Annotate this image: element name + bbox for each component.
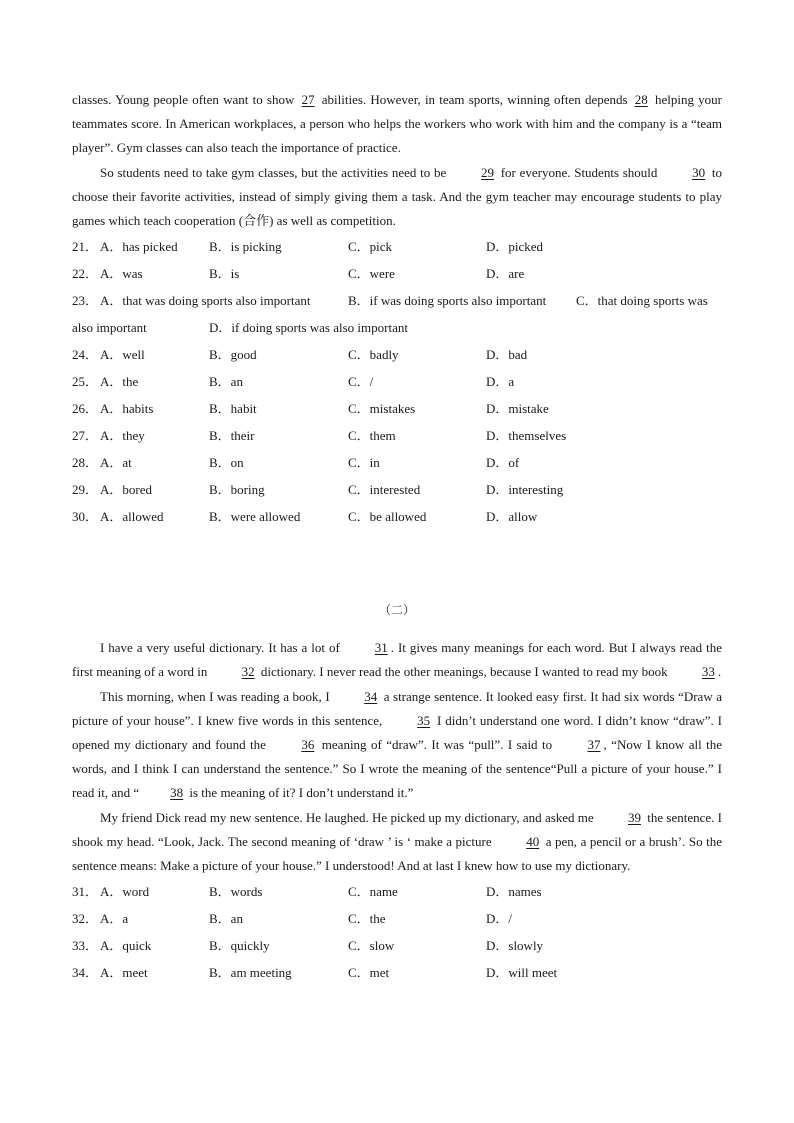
questions-21-30 <box>72 233 722 530</box>
text: . <box>717 664 722 680</box>
option-a: A．has picked <box>100 239 178 255</box>
question-number: 21． <box>72 239 99 255</box>
option-d: D．allow <box>486 509 538 525</box>
option-c: C．in <box>348 455 380 471</box>
text: helping your teammates score. In American workplaces, a person who helps the workers who work with him and the company is a “team player”. Gym classes can also teach the importance of practice. <box>72 92 722 156</box>
blank-38: 38 <box>170 785 184 801</box>
question-row <box>72 395 722 422</box>
text: This morning, when I was reading a book, I <box>100 688 334 704</box>
option-c: C．met <box>348 965 390 981</box>
text: I have a very useful dictionary. It has a lot of <box>100 640 344 656</box>
question-number: 26． <box>72 401 99 417</box>
passage1-paragraph1 <box>72 88 722 161</box>
text: is the meaning of it? I don’t understand it.” <box>186 785 414 801</box>
option-d: D．will meet <box>486 965 558 981</box>
text: . It gives many meanings for each word. But I always read the first meaning of a word in <box>72 640 723 680</box>
question-row <box>72 368 722 395</box>
question-row <box>72 878 722 905</box>
text: a strange sentence. It looked easy first. It had six words “Draw a picture of your house”. I knew five words in this sentence, <box>72 688 723 728</box>
option-a: A．well <box>100 347 145 363</box>
question-number: 25． <box>72 374 99 390</box>
option-b: B．quickly <box>209 938 270 954</box>
option-d: D．slowly <box>486 938 544 954</box>
question-23 <box>72 287 722 341</box>
option-d: D．mistake <box>486 401 549 417</box>
blank-28: 28 <box>634 92 648 107</box>
option-d: D．/ <box>486 911 513 927</box>
option-a: A．they <box>100 428 145 444</box>
exam-page <box>72 88 722 986</box>
option-a: A．a <box>100 911 129 927</box>
questions-31-34 <box>72 878 722 986</box>
option-a: A．that was doing sports also important <box>100 293 311 309</box>
question-row <box>72 959 722 986</box>
option-c: C．that doing sports was <box>576 293 708 309</box>
option-a: A．quick <box>100 938 152 954</box>
question-row <box>72 341 722 368</box>
option-a: A．the <box>100 374 139 390</box>
option-b: B．an <box>209 374 243 390</box>
option-b: B．on <box>209 455 244 471</box>
option-d: D．names <box>486 884 542 900</box>
question-number: 27． <box>72 428 99 444</box>
question-number: 32． <box>72 911 99 927</box>
option-a: A．allowed <box>100 509 164 525</box>
text: the sentence. I shook my head. “Look, Jack. The second meaning of ‘draw ’ is ‘ make a picture <box>72 809 722 849</box>
option-c: C．them <box>348 428 396 444</box>
question-number: 23． <box>72 293 99 309</box>
option-a: A．word <box>100 884 150 900</box>
option-d: D．if doing sports was also important <box>209 320 408 336</box>
blank-35: 35 <box>417 712 431 728</box>
blank-31: 31 <box>374 640 388 656</box>
text: I didn’t understand one word. I didn’t know “draw”. I opened my dictionary and found the <box>72 712 722 753</box>
text: My friend Dick read my new sentence. He laughed. He picked up my dictionary, and asked me <box>100 809 597 825</box>
option-b: B．their <box>209 428 255 444</box>
option-b: B．good <box>209 347 257 363</box>
option-b: B．am meeting <box>209 965 292 981</box>
blank-40: 40 <box>526 833 540 849</box>
option-c: C．mistakes <box>348 401 416 417</box>
option-b: B．an <box>209 911 243 927</box>
question-number: 29． <box>72 482 99 498</box>
passage2-paragraph2 <box>72 685 722 806</box>
option-b: B．is picking <box>209 239 282 255</box>
option-b: B．is <box>209 266 240 282</box>
option-c: C．/ <box>348 374 374 390</box>
blank-33: 33 <box>701 664 715 680</box>
question-number: 28． <box>72 455 99 471</box>
option-c: C．pick <box>348 239 393 255</box>
question-number: 24． <box>72 347 99 363</box>
blank-29: 29 <box>480 164 494 180</box>
option-d: D．a <box>486 374 515 390</box>
option-d: D．interesting <box>486 482 564 498</box>
section-title: （二） <box>378 603 415 618</box>
option-a: A．meet <box>100 965 148 981</box>
option-c: C．were <box>348 266 395 282</box>
question-number: 30． <box>72 509 99 525</box>
question-row <box>72 905 722 932</box>
option-c: C．interested <box>348 482 421 498</box>
text: So students need to take gym classes, but the activities need to be <box>100 164 450 180</box>
blank-30: 30 <box>692 164 706 180</box>
question-number: 31． <box>72 884 99 900</box>
option-d: D．themselves <box>486 428 567 444</box>
question-number: 33． <box>72 938 99 954</box>
question-row <box>72 932 722 959</box>
question-row <box>72 233 722 260</box>
text: dictionary. I never read the other meanings, because I wanted to read my book <box>257 664 671 680</box>
option-a: A．bored <box>100 482 152 498</box>
option-a: A．at <box>100 455 132 471</box>
blank-32: 32 <box>241 664 255 680</box>
question-number: 34． <box>72 965 99 981</box>
question-row <box>72 260 722 287</box>
passage2-paragraph3 <box>72 806 722 879</box>
blank-39: 39 <box>627 809 641 825</box>
option-d: D．bad <box>486 347 528 363</box>
option-c: C．name <box>348 884 398 900</box>
option-c: C．badly <box>348 347 399 363</box>
option-c: C．be allowed <box>348 509 427 525</box>
option-a: A．habits <box>100 401 154 417</box>
text: to choose their favorite activities, instead of simply giving them a task. And the gym teacher may encourage students to play games which teach cooperation (合作) as well as competition. <box>72 164 722 229</box>
blank-34: 34 <box>364 688 378 704</box>
blank-37: 37 <box>587 737 601 753</box>
question-row <box>72 476 722 503</box>
question-row <box>72 449 722 476</box>
passage1-paragraph2 <box>72 161 722 234</box>
question-number: 22． <box>72 266 99 282</box>
option-b: B．were allowed <box>209 509 301 525</box>
passage2-paragraph1 <box>72 636 722 684</box>
text: classes. Young people often want to show <box>72 92 299 107</box>
option-c-continued: also important <box>72 320 147 336</box>
option-d: D．are <box>486 266 525 282</box>
option-c: C．the <box>348 911 386 927</box>
text: for everyone. Students should <box>496 164 662 180</box>
option-d: D．of <box>486 455 520 471</box>
option-d: D．picked <box>486 239 544 255</box>
option-b: B．habit <box>209 401 257 417</box>
option-b: B．boring <box>209 482 265 498</box>
blank-36: 36 <box>301 737 315 753</box>
option-b: B．words <box>209 884 263 900</box>
option-c: C．slow <box>348 938 395 954</box>
text: a pen, a pencil or a brush’. So the sentence means: Make a picture of your house.” I understood! And at last I knew how to use my dictionary. <box>72 833 722 874</box>
blank-27: 27 <box>301 92 315 107</box>
option-a: A．was <box>100 266 143 282</box>
option-b: B．if was doing sports also important <box>348 293 547 309</box>
text: meaning of “draw”. It was “pull”. I said to <box>317 737 557 753</box>
text: abilities. However, in team sports, winning often depends <box>317 92 632 107</box>
question-row <box>72 503 722 530</box>
text: , “Now I know all the words, and I think I can understand the sentence.” So I wrote the meaning of the sentence“Pull a picture of your house.” I read it, and “ <box>72 737 723 801</box>
question-row <box>72 422 722 449</box>
